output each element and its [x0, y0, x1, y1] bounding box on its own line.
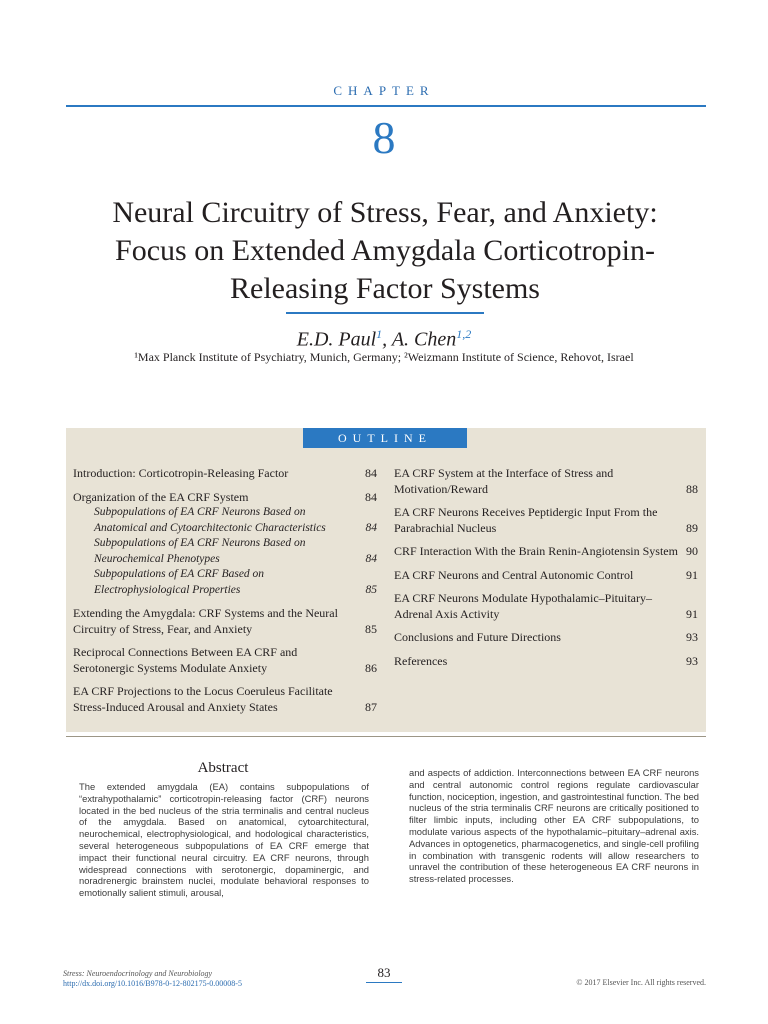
chapter-rule — [66, 105, 706, 107]
title-line-3: Releasing Factor Systems — [230, 272, 540, 305]
toc-entry-page: 84 — [365, 466, 377, 480]
outline-divider — [66, 736, 706, 737]
authors — [0, 321, 768, 353]
toc-entry-page: 84 — [365, 489, 377, 504]
abstract-text-left: The extended amygdala (EA) contains subpopulations of “extrahypothalamic” corticotropin-releasing factor (CRF) neurons located in the bed nucleus of the stria terminalis and central nucleus of the amygdala. Based on anatomical, cytoarchitectural, neurochemical, electrophysiological, and hodological characteristics, several heterogeneous subpopulations of EA CRF emerge that impact their functional neural circuitry. EA CRF neurons, through widespread connections with serotonergic, dopaminergic, and noradrenergic brainstem nuclei, modulate behavioral responses to emotionally salient stimuli, arousal, — [79, 781, 369, 899]
toc-entry-title: Introduction: Corticotropin-Releasing Factor — [73, 466, 289, 480]
toc-entry-title: Subpopulations of EA CRF Neurons Based on Neurochemical Phenotypes — [94, 537, 306, 565]
toc-entry-title: Conclusions and Future Directions — [394, 630, 561, 644]
toc-entry-page: 90 — [686, 544, 698, 558]
toc-entry[interactable] — [73, 645, 377, 676]
toc-entry-title: EA CRF Neurons and Central Autonomic Control — [394, 567, 634, 582]
toc-subentry[interactable] — [73, 505, 377, 536]
title-rule — [286, 312, 484, 314]
footer-doi-link[interactable]: http://dx.doi.org/10.1016/B978-0-12-802175-0.00008-5 — [63, 979, 242, 988]
chapter-label: CHAPTER — [333, 83, 435, 98]
footer-copyright: © 2017 Elsevier Inc. All rights reserved. — [576, 978, 706, 987]
toc-entry-title: EA CRF Projections to the Locus Coeruleus Facilitate Stress-Induced Arousal and Anxiety States — [73, 684, 333, 714]
toc-entry-page: 91 — [686, 567, 698, 582]
footer-book-title: Stress: Neuroendocrinology and Neurobiology — [63, 969, 213, 978]
toc-entry[interactable] — [394, 544, 698, 560]
toc-entry[interactable] — [394, 505, 698, 536]
title-line-1: Neural Circuitry of Stress, Fear, and Anxiety: — [112, 196, 658, 229]
toc-entry-title: EA CRF Neurons Receives Peptidergic Input From the Parabrachial Nucleus — [394, 505, 658, 535]
toc-subentry[interactable] — [73, 567, 377, 598]
toc-entry-title: Organization of the EA CRF System — [73, 489, 249, 504]
toc-entry-page: 93 — [686, 630, 698, 644]
toc-entry[interactable] — [394, 591, 698, 622]
toc-entry-page: 85 — [365, 583, 377, 596]
toc-entry[interactable] — [394, 466, 698, 497]
toc-subentry[interactable] — [73, 536, 377, 567]
toc-entry-title: Subpopulations of EA CRF Based on Electrophysiological Properties — [94, 568, 265, 596]
toc-entry-title: EA CRF Neurons Modulate Hypothalamic–Pituitary–Adrenal Axis Activity — [394, 591, 652, 621]
toc-entry-title: Reciprocal Connections Between EA CRF and Serotonergic Systems Modulate Anxiety — [73, 645, 298, 675]
toc-entry-page: 84 — [365, 552, 377, 565]
author-1-affil-link[interactable]: 1 — [376, 327, 383, 341]
toc-entry[interactable] — [73, 466, 377, 482]
toc-entry-page: 91 — [686, 606, 698, 621]
toc-entry-page: 85 — [365, 621, 377, 636]
toc-entry-title: CRF Interaction With the Brain Renin-Angiotensin System — [394, 544, 678, 558]
toc-entry-page: 87 — [365, 699, 377, 714]
outline-header: OUTLINE — [303, 428, 467, 448]
author-1-name: E.D. Paul — [296, 328, 377, 351]
abstract-heading: Abstract — [197, 760, 249, 776]
toc-entry[interactable] — [73, 490, 377, 506]
toc-entry[interactable] — [394, 568, 698, 584]
toc-entry-page: 89 — [686, 520, 698, 535]
toc-entry-title: EA CRF System at the Interface of Stress and Motivation/Reward — [394, 466, 614, 496]
toc-entry-page: 84 — [365, 521, 377, 534]
toc-entry[interactable] — [73, 606, 377, 637]
outline-right-column — [394, 466, 698, 677]
chapter-number: 8 — [372, 112, 396, 163]
toc-entry-page: 93 — [686, 653, 698, 668]
title-line-2: Focus on Extended Amygdala Corticotropin- — [115, 234, 655, 267]
author-2-affil-link[interactable]: 1,2 — [456, 327, 472, 341]
outline-left-column — [73, 466, 377, 723]
toc-entry-title: References — [394, 653, 448, 668]
abstract-text-right: and aspects of addiction. Interconnections between EA CRF neurons and central autonomic control regions regulate cardiovascular function, nociception, ingestion, and gastrointestinal function. The bed nucleus of the stria terminalis CRF neurons are critically positioned to filter limbic inputs, including other EA CRF subpopulations, to modulate various aspects of the hypothalamic–pituitary–adrenal axis. Advances in optogenetics, pharmacogenetics, and single-cell profiling in combination with transgenic rodents will allow researchers to unravel the contribution of these heterogeneous EA CRF neurons in stress-related processes. — [409, 767, 699, 885]
toc-entry-title: Extending the Amygdala: CRF Systems and the Neural Circuitry of Stress, Fear, and Anxiety — [73, 606, 338, 636]
affiliations: ¹Max Planck Institute of Psychiatry, Munich, Germany; ²Weizmann Institute of Science, Rehovot, Israel — [134, 350, 634, 364]
toc-entry[interactable] — [394, 630, 698, 646]
toc-entry[interactable] — [73, 684, 377, 715]
author-2-name: A. Chen — [391, 328, 457, 351]
author-separator: , — [382, 328, 392, 351]
toc-entry-title: Subpopulations of EA CRF Neurons Based on Anatomical and Cytoarchitectonic Characteristics — [94, 506, 326, 534]
toc-entry[interactable] — [394, 654, 698, 670]
chapter-title — [60, 194, 710, 308]
toc-entry-page: 88 — [686, 481, 698, 496]
page-number-rule — [366, 982, 402, 983]
toc-entry-page: 86 — [365, 660, 377, 675]
page-number: 83 — [377, 965, 391, 980]
